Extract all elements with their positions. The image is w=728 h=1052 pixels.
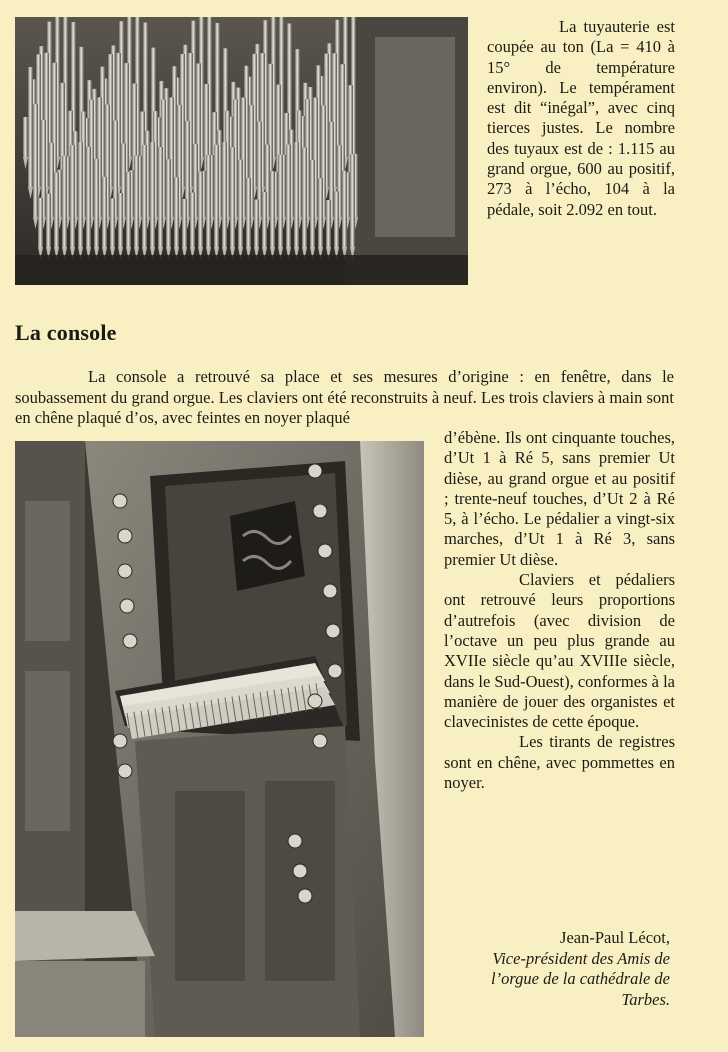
stop-knob [120, 599, 134, 613]
stop-knob [288, 834, 302, 848]
organ-pipe [342, 171, 347, 247]
stop-knob [326, 624, 340, 638]
organ-pipe [158, 147, 163, 247]
stop-knob [328, 664, 342, 678]
organ-pipe [142, 145, 147, 247]
organ-pipe [302, 147, 307, 247]
stop-knob [308, 464, 322, 478]
stop-knob [118, 564, 132, 578]
organ-pipe [198, 172, 203, 247]
organ-pipe [278, 155, 283, 247]
organ-pipe [206, 155, 211, 247]
organ-pipe [150, 142, 155, 247]
organ-pipe [294, 142, 299, 247]
console-paragraph: d’ébène. Ils ont cinquante touches, d’Ut 1 à Ré 5, sans premier Ut dièse, au grand orgue et au positif ; trente-neuf touches, d’Ut 2 à Ré 5, à l’écho. Le pédalier a vingt-six marches, d’Ut 1 à Ré 3, sans premier Ut dièse. [444, 428, 675, 569]
stop-knob [113, 734, 127, 748]
organ-pipe [94, 159, 99, 247]
organ-pipe [134, 155, 139, 247]
organ-pipe [38, 198, 43, 247]
organ-pipe [28, 67, 33, 187]
author-role: l’orgue de la cathédrale de [490, 969, 670, 988]
organ-pipe [54, 173, 59, 247]
organ-pipe [350, 154, 355, 247]
organ-pipe [222, 142, 227, 247]
organ-pipe [33, 104, 38, 217]
organ-pipe [254, 199, 259, 247]
author-signature [430, 928, 670, 1010]
organ-pipe [102, 177, 107, 247]
organ-pipe [238, 160, 243, 247]
organ-pipe [46, 194, 51, 247]
organ-pipe [246, 178, 251, 247]
organ-pipe [118, 193, 123, 247]
stop-knob [113, 494, 127, 508]
organ-pipe [326, 200, 331, 247]
stop-knob [123, 634, 137, 648]
stop-knob [293, 864, 307, 878]
console-paragraph: Claviers et pédaliers ont retrouvé leurs proportions d’autrefois (avec division de l’octave un peu plus grande au XVIIe siècle qu’au XVIIIe siècle, dans le Sud-Ouest), conformes à la manière de jouer des organistes et clavecinistes de cette époque. [444, 570, 675, 732]
stop-knob [313, 734, 327, 748]
author-name: Jean-Paul Lécot, [560, 928, 670, 947]
organ-console-illustration [15, 441, 424, 1037]
stop-knob [118, 529, 132, 543]
pipes-description: La tuyauterie est coupée au ton (La = 410 à 15° de température environ). Le tempérament est dit “inégal”, avec cinq tierces justes. Le nombre des tuyaux est de : 1.115 au grand orgue, 600 au positif, 273 à l’écho, 104 à la pédale, soit 2.092 en tout. [487, 17, 675, 219]
organ-pipe [310, 160, 315, 247]
organ-pipe [174, 177, 179, 247]
organ-pipes-illustration [15, 17, 468, 285]
stop-knob [308, 694, 322, 708]
stop-knob [323, 584, 337, 598]
organ-console-photo [15, 441, 424, 1037]
organ-pipe [110, 198, 115, 247]
organ-pipes-photo [15, 17, 468, 285]
stop-knob [298, 889, 312, 903]
console-paragraph: Les tirants de registres sont en chêne, avec pommettes en noyer. [444, 732, 675, 793]
organ-pipe [270, 171, 275, 247]
console-description [444, 428, 675, 793]
author-role: Tarbes. [621, 989, 670, 1009]
organ-pipe [86, 147, 91, 247]
organ-pipe [70, 145, 75, 247]
organ-pipe [23, 117, 28, 157]
stop-knob [118, 764, 132, 778]
organ-pipe [230, 147, 235, 247]
stop-knob [313, 504, 327, 518]
organ-pipe [166, 159, 171, 247]
organ-pipe [78, 142, 83, 247]
organ-pipe [62, 156, 67, 247]
organ-pipe [262, 192, 267, 247]
organ-pipe [334, 191, 339, 247]
organ-pipe [214, 145, 219, 247]
author-role: Vice-président des Amis de [492, 948, 670, 968]
intro-paragraph: La console a retrouvé sa place et ses mesures d’origine : en fenêtre, dans le soubassement du grand orgue. Les claviers ont été reconstruits à neuf. Les trois claviers à main sont en chêne plaqué d’os, avec feintes en noyer plaqué [15, 367, 674, 427]
organ-pipe [126, 172, 131, 247]
organ-pipe [182, 199, 187, 247]
stop-knob [318, 544, 332, 558]
section-title: La console [15, 320, 117, 345]
organ-pipe [190, 192, 195, 247]
organ-pipe [286, 145, 291, 247]
organ-pipe [318, 178, 323, 247]
